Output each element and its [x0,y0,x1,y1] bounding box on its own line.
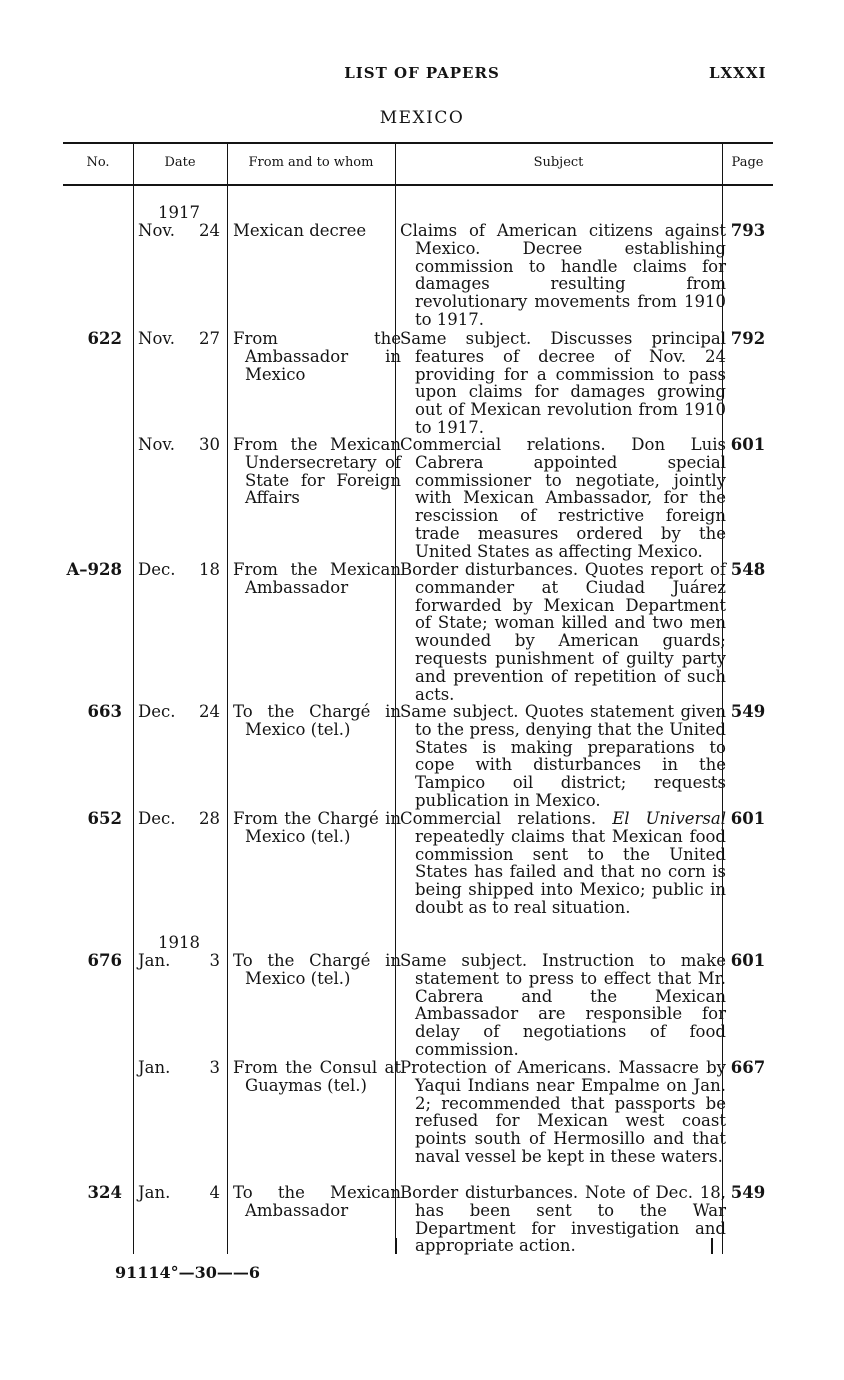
row-number: 324 [87,1183,122,1202]
newspaper-title: El Universal [612,809,726,828]
row-month: Nov. [138,329,175,348]
column-header-page: Page [731,155,764,170]
row-subject: Same subject. Quotes statement given to the press, denying that the United States is making preparations to cope with disturbances in the Tampico oil district; requests publication in Mexico. [400,702,726,810]
row-page: 601 [730,951,766,970]
row-month: Nov. [138,220,175,240]
row-page: 601 [730,809,766,828]
row-from-to: From the Consul at Guaymas (tel.) [233,1058,401,1095]
column-header-subject: Subject [533,155,584,170]
row-from-to: From the Chargé in Mexico (tel.) [233,809,401,846]
row-day: 24 [199,702,220,721]
column-header-from-to: From and to whom [248,155,374,170]
running-head-title: LIST OF PAPERS [344,64,500,82]
row-date [138,436,220,454]
row-number: 676 [87,951,122,970]
row-from-to: To the Chargé in Mexico (tel.) [233,951,401,988]
row-subject: Same subject. Discusses principal features of decree of Nov. 24 providing for a commission to pass upon claims for damages growing out of Mexican revolution from 1910 to 1917. [400,329,726,437]
row-date [138,1059,220,1077]
row-subject: Border disturbances. Quotes report of commander at Ciudad Juárez forwarded by Mexican Department of State; woman killed and two men wounded by American guards; requests punishment of guilty party and prevention of repetition of such acts. [400,560,726,704]
row-day: 4 [209,1183,220,1202]
row-date [138,561,220,579]
row-subject [400,810,726,917]
row-day: 24 [199,220,220,240]
row-day: 3 [209,950,220,970]
row-page: 601 [730,435,766,454]
row-page: 549 [730,702,766,721]
row-day: 27 [199,329,220,348]
row-page: 793 [730,221,766,240]
row-date [138,330,220,348]
column-divider [133,142,134,1254]
row-month: Dec. [138,809,176,828]
row-year: 1917 [158,203,200,222]
row-month: Nov. [138,435,175,454]
row-number: 652 [87,809,122,828]
country-heading: MEXICO [379,108,465,128]
row-subject: Claims of American citizens against Mexico. Decree establishing commission to handle claims for damages resulting from revolutionary movements from 1910 to 1917. [400,221,726,329]
row-month: Dec. [138,702,176,721]
row-from-to: To the Chargé in Mexico (tel.) [233,702,401,739]
row-date [138,934,220,970]
row-number: 663 [87,702,122,721]
table-head-rule [63,184,773,186]
row-subject: Same subject. Instruction to make statement to press to effect that Mr. Cabrera and the Mexican Ambassador are responsible for delay of negotiations of food commission. [400,951,726,1059]
row-page: 548 [730,560,766,579]
row-day: 30 [199,435,220,454]
row-page: 792 [730,329,766,348]
row-from-to: From the Mexican Undersecretary of State for Foreign Affairs [233,435,401,508]
row-from-to: Mexican decree [233,221,367,240]
row-date [138,204,220,240]
column-header-no: No. [86,155,110,170]
row-page: 667 [730,1058,766,1077]
row-year: 1918 [158,933,200,952]
row-subject: Border disturbances. Note of Dec. 18, has been sent to the War Department for investigation and appropriate action. [400,1183,726,1256]
row-date [138,810,220,828]
subject-lead: Commercial relations. [400,809,597,828]
row-from-to: To the Mexican Ambassador [233,1183,401,1220]
row-number: A–928 [66,560,122,579]
column-divider [227,142,228,1254]
table-top-rule [63,142,773,144]
row-date [138,703,220,721]
printer-signature: 91114°—30——6 [115,1263,261,1282]
row-day: 18 [199,560,220,579]
row-month: Jan. [138,950,171,970]
bottom-bracket [395,1238,397,1254]
row-subject: Commercial relations. Don Luis Cabrera appointed special commissioner to negotiate, jointly with Mexican Ambassador, for the rescission of restrictive foreign trade measures ordered by the United States as affecting Mexico. [400,435,726,561]
row-number: 622 [87,329,122,348]
row-month: Jan. [138,1058,171,1077]
row-month: Jan. [138,1183,171,1202]
bottom-bracket [711,1238,713,1254]
row-date [138,1184,220,1202]
column-header-date: Date [164,155,196,170]
roman-page-number: LXXXI [709,64,767,82]
row-day: 28 [199,809,220,828]
row-from-to: From the Ambassador in Mexico [233,329,401,384]
row-month: Dec. [138,560,176,579]
row-from-to: From the Mexican Ambassador [233,560,401,597]
row-subject: Protection of Americans. Massacre by Yaqui Indians near Empalme on Jan. 2; recommended that passports be refused for Mexican west coast points south of Hermosillo and that naval vessel be kept in these waters. [400,1058,726,1166]
subject-rest: repeatedly claims that Mexican food commission sent to the United States has failed and that no corn is being shipped into Mexico; public in doubt as to real situation. [415,826,726,917]
row-page: 549 [730,1183,766,1202]
row-day: 3 [209,1058,220,1077]
